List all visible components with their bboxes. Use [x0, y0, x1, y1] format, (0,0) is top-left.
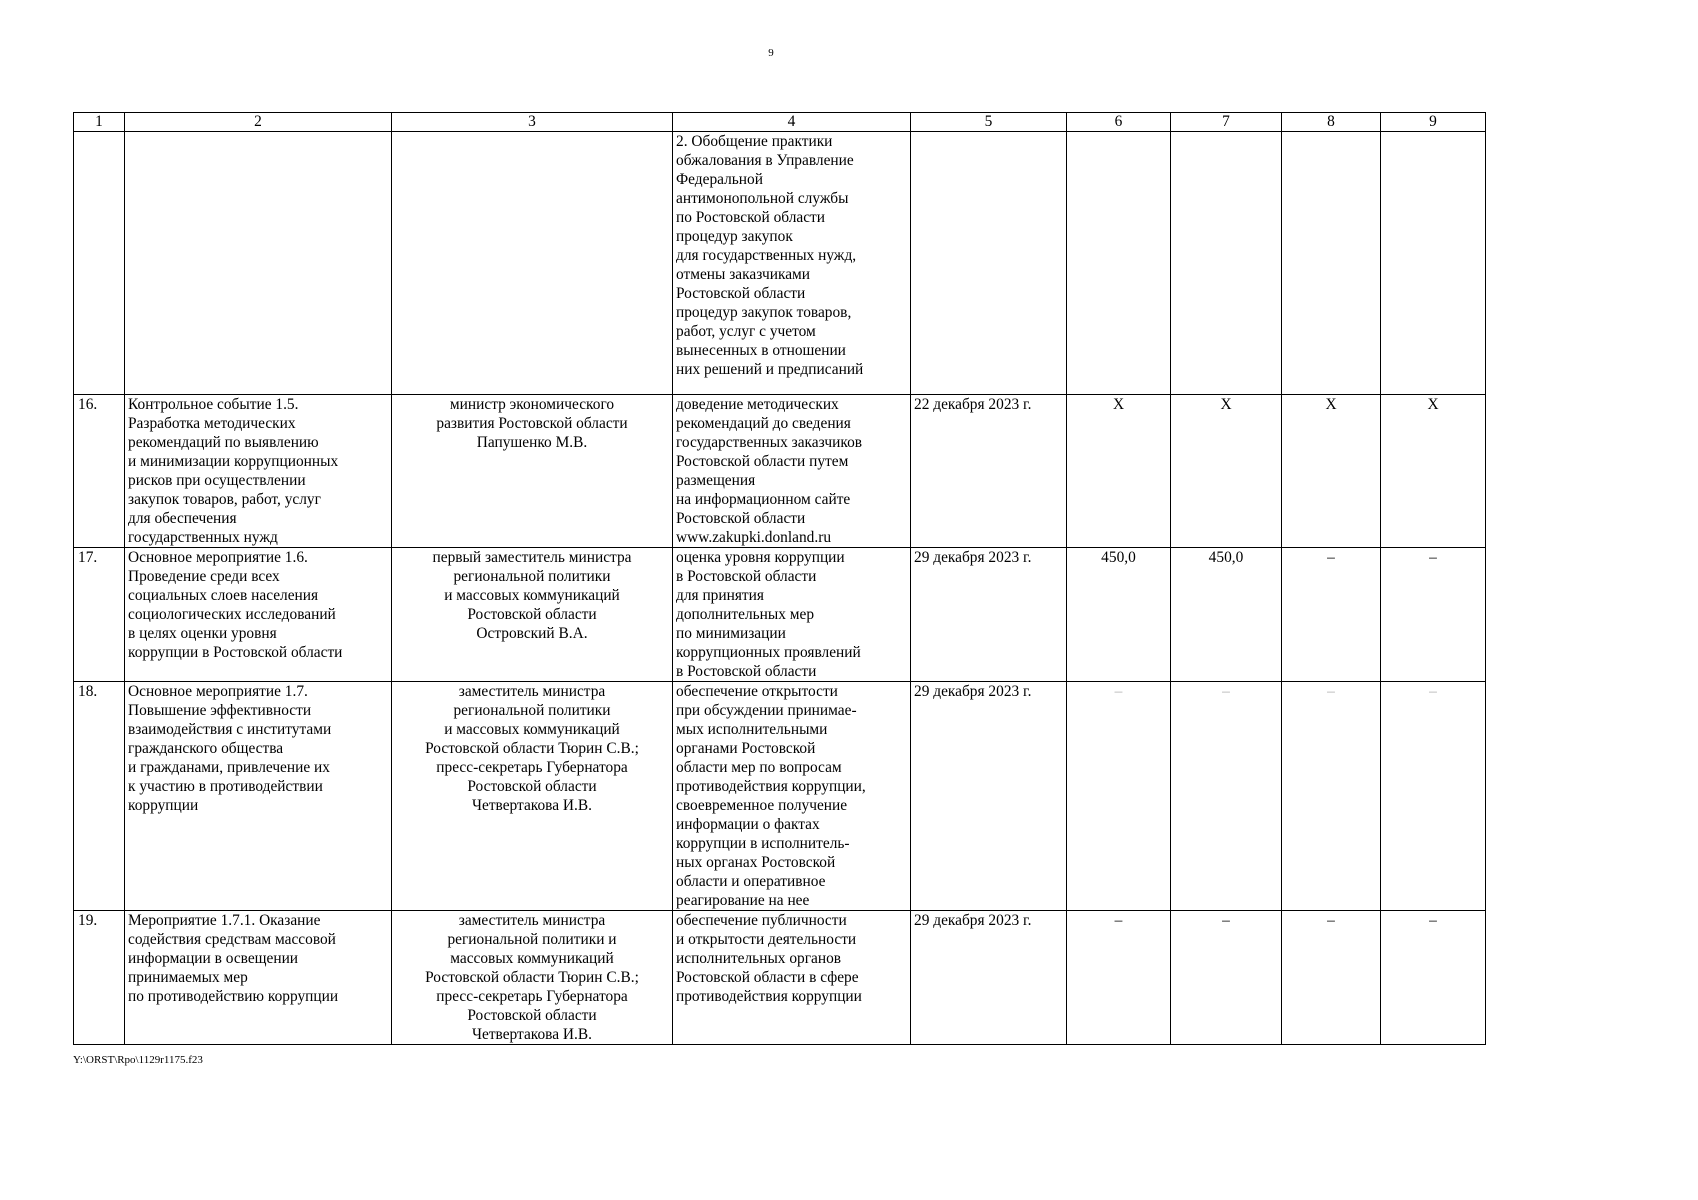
value-col-8: [1282, 132, 1381, 395]
row-number: 17.: [74, 548, 125, 682]
value-col-7: –: [1171, 682, 1282, 911]
column-header-7: 7: [1171, 113, 1282, 132]
value-col-9: –: [1381, 682, 1486, 911]
document-file-path: Y:\ORST\Rpo\1129r1175.f23: [73, 1054, 203, 1066]
expected-result: 2. Обобщение практики обжалования в Управление Федеральной антимонопольной службы по Ростовской области процедур закупок для государственных нужд, отмены заказчиками Ростовской области процедур закупок товаров, работ, услуг с учетом вынесенных в отношении них решений и предписаний: [673, 132, 911, 395]
row-number: 16.: [74, 395, 125, 548]
column-header-4: 4: [673, 113, 911, 132]
value-col-8: –: [1282, 682, 1381, 911]
row-number: 18.: [74, 682, 125, 911]
expected-result: обеспечение открытости при обсуждении принимае- мых исполнительными органами Ростовской области мер по вопросам противодействия коррупции, своевременное получение информации о фактах коррупции в исполнитель- ных органах Ростовской области и оперативное реагирование на нее: [673, 682, 911, 911]
table-row: [74, 132, 1486, 395]
activity-name: Контрольное событие 1.5. Разработка методических рекомендаций по выявлению и минимизации коррупционных рисков при осуществлении закупок товаров, работ, услуг для обеспечения государственных нужд: [125, 395, 392, 548]
deadline-date: [911, 132, 1067, 395]
deadline-date: 29 декабря 2023 г.: [911, 548, 1067, 682]
deadline-date: 22 декабря 2023 г.: [911, 395, 1067, 548]
responsible-executor: [392, 132, 673, 395]
activity-name: Основное мероприятие 1.7. Повышение эффективности взаимодействия с институтами гражданского общества и гражданами, привлечение их к участию в противодействии коррупции: [125, 682, 392, 911]
column-header-1: 1: [74, 113, 125, 132]
value-col-7: 450,0: [1171, 548, 1282, 682]
deadline-date: 29 декабря 2023 г.: [911, 911, 1067, 1045]
table-row: [74, 682, 1486, 911]
value-col-9: –: [1381, 911, 1486, 1045]
column-header-2: 2: [125, 113, 392, 132]
table-row: [74, 548, 1486, 682]
column-header-8: 8: [1282, 113, 1381, 132]
column-number-header-row: [74, 113, 1486, 132]
column-header-9: 9: [1381, 113, 1486, 132]
table-row: [74, 395, 1486, 548]
expected-result: доведение методических рекомендаций до сведения государственных заказчиков Ростовской области путем размещения на информационном сайте Ростовской области www.zakupki.donland.ru: [673, 395, 911, 548]
plan-table: [73, 112, 1486, 1045]
value-col-7: –: [1171, 911, 1282, 1045]
column-header-5: 5: [911, 113, 1067, 132]
activity-name: Основное мероприятие 1.6. Проведение среди всех социальных слоев населения социологических исследований в целях оценки уровня коррупции в Ростовской области: [125, 548, 392, 682]
value-col-8: –: [1282, 911, 1381, 1045]
responsible-executor: министр экономического развития Ростовской области Папушенко М.В.: [392, 395, 673, 548]
value-col-6: 450,0: [1067, 548, 1171, 682]
column-header-3: 3: [392, 113, 673, 132]
value-col-6: –: [1067, 911, 1171, 1045]
value-col-9: –: [1381, 548, 1486, 682]
responsible-executor: заместитель министра региональной политики и массовых коммуникаций Ростовской области Тюрин С.В.; пресс-секретарь Губернатора Ростовской области Четвертакова И.В.: [392, 682, 673, 911]
value-col-6: [1067, 132, 1171, 395]
column-header-6: 6: [1067, 113, 1171, 132]
value-col-6: Х: [1067, 395, 1171, 548]
value-col-7: [1171, 132, 1282, 395]
row-number: [74, 132, 125, 395]
value-col-7: Х: [1171, 395, 1282, 548]
deadline-date: 29 декабря 2023 г.: [911, 682, 1067, 911]
value-col-9: Х: [1381, 395, 1486, 548]
expected-result: обеспечение публичности и открытости деятельности исполнительных органов Ростовской области в сфере противодействия коррупции: [673, 911, 911, 1045]
responsible-executor: первый заместитель министра региональной политики и массовых коммуникаций Ростовской области Островский В.А.: [392, 548, 673, 682]
value-col-6: –: [1067, 682, 1171, 911]
row-number: 19.: [74, 911, 125, 1045]
activity-name: Мероприятие 1.7.1. Оказание содействия средствам массовой информации в освещении принимаемых мер по противодействию коррупции: [125, 911, 392, 1045]
table-row: [74, 911, 1486, 1045]
activity-name: [125, 132, 392, 395]
plan-table-wrapper: [73, 112, 1486, 1045]
expected-result: оценка уровня коррупции в Ростовской области для принятия дополнительных мер по минимизации коррупционных проявлений в Ростовской области: [673, 548, 911, 682]
value-col-9: [1381, 132, 1486, 395]
value-col-8: –: [1282, 548, 1381, 682]
page-number: 9: [768, 47, 774, 59]
value-col-8: Х: [1282, 395, 1381, 548]
responsible-executor: заместитель министра региональной политики и массовых коммуникаций Ростовской области Тюрин С.В.; пресс-секретарь Губернатора Ростовской области Четвертакова И.В.: [392, 911, 673, 1045]
